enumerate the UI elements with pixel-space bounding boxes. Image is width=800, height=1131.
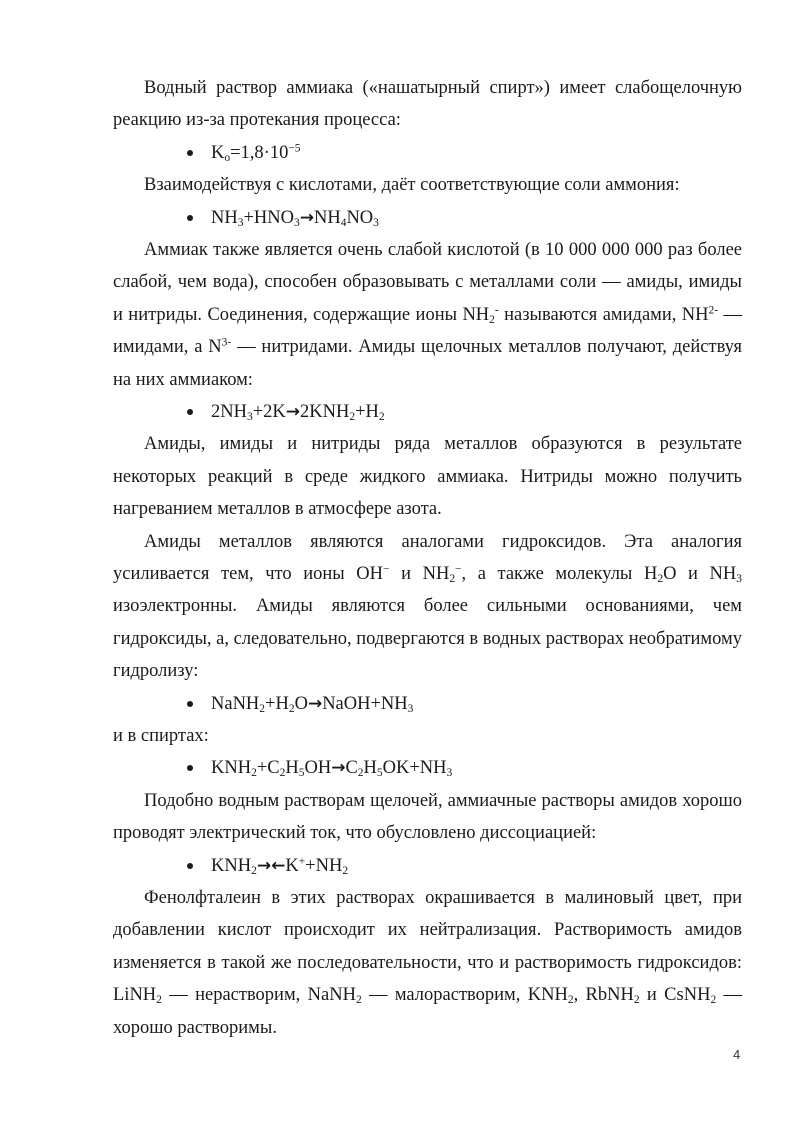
- arrow-right-icon: →: [256, 855, 272, 876]
- bullet-icon: [187, 765, 193, 771]
- equation-hydrolysis: $NaNH_2+H_2O\to NaOH+NH_3$: [113, 688, 742, 720]
- bullet-icon: [187, 863, 193, 869]
- equation-ammonium-nitrate: $NH_3+HNO_3\to NH_4NO_3$: [113, 202, 742, 234]
- arrow-left-icon: ←: [271, 855, 286, 876]
- paragraph-conductivity: Подобно водным растворам щелочей, аммиачные растворы амидов хорошо проводят электрический ток, что обусловлено диссоциацией:: [113, 790, 742, 844]
- arrow-right-icon: →: [285, 402, 301, 423]
- paragraph-acid-interaction: Взаимодействуя с кислотами, даёт соответствующие соли аммония:: [144, 175, 680, 196]
- bullet-icon: [187, 409, 193, 415]
- paragraph-solubility: Фенолфталеин в этих растворах окрашивается в малиновый цвет, при добавлении кислот происходит их нейтрализация. Растворимость амидов изменяется в такой же последовательности, что и растворимость гидроксидов: LiNH$_2$ — нерастворим, NaNH$_2$ — малорастворим, $KNH_2$, RbNH$_2$ и CsNH$_2$ — хорошо растворимы.: [113, 888, 743, 1038]
- arrow-right-icon: →: [307, 693, 323, 714]
- paragraph-ammonia-solution: Водный раствор аммиака («нашатырный спирт») имеет слабощелочную реакцию из-за протекания процесса:: [113, 78, 742, 131]
- equation-potassium-amide: $2NH_3+2K\to 2KNH_2+H_2$: [113, 396, 742, 428]
- equation-dissociation: $KNH_2\to\leftarrow K^++NH_2$: [113, 850, 742, 882]
- equation-kb: $K_o=1,8\cdot 10^{-5}$: [113, 137, 742, 169]
- page-content: [113, 72, 742, 1044]
- page-number: 4: [733, 1047, 741, 1062]
- equation-alcoholysis: $KNH_2+C_2H_5OH\to C_2H_5OK+NH_3$: [113, 752, 742, 784]
- paragraph-amides-hydroxides: Амиды металлов являются аналогами гидроксидов. Эта аналогия усиливается тем, что ионы OH− и $NH_2^-$, а также молекулы $H_2O$ и $NH_3$ изоэлектронны. Амиды являются более сильными основаниями, чем гидроксиды, а, следовательно, подвергаются в водных растворах необратимому гидролизу:: [113, 531, 742, 682]
- arrow-right-icon: →: [299, 207, 314, 228]
- bullet-icon: [187, 150, 193, 156]
- bullet-icon: [187, 215, 193, 221]
- paragraph-ammonia-acid: Аммиак также является очень слабой кислотой (в 10 000 000 000 раз более слабой, чем вода), способен образовывать с металлами соли — амиды, имиды и нитриды. Соединения, содержащие ионы $NH_2^-$ называются амидами, $NH^{2-}$ — имидами, а $N^{3-}$ — нитридами. Амиды щелочных металлов получают, действуя на них аммиаком:: [113, 240, 742, 390]
- paragraph-nitrides: Амиды, имиды и нитриды ряда металлов образуются в результате некоторых реакций в среде жидкого аммиака. Нитриды можно получить нагреванием металлов в атмосфере азота.: [113, 434, 742, 520]
- paragraph-alcohols: и в спиртах:: [113, 726, 209, 747]
- arrow-right-icon: →: [331, 758, 346, 779]
- bullet-icon: [187, 701, 193, 707]
